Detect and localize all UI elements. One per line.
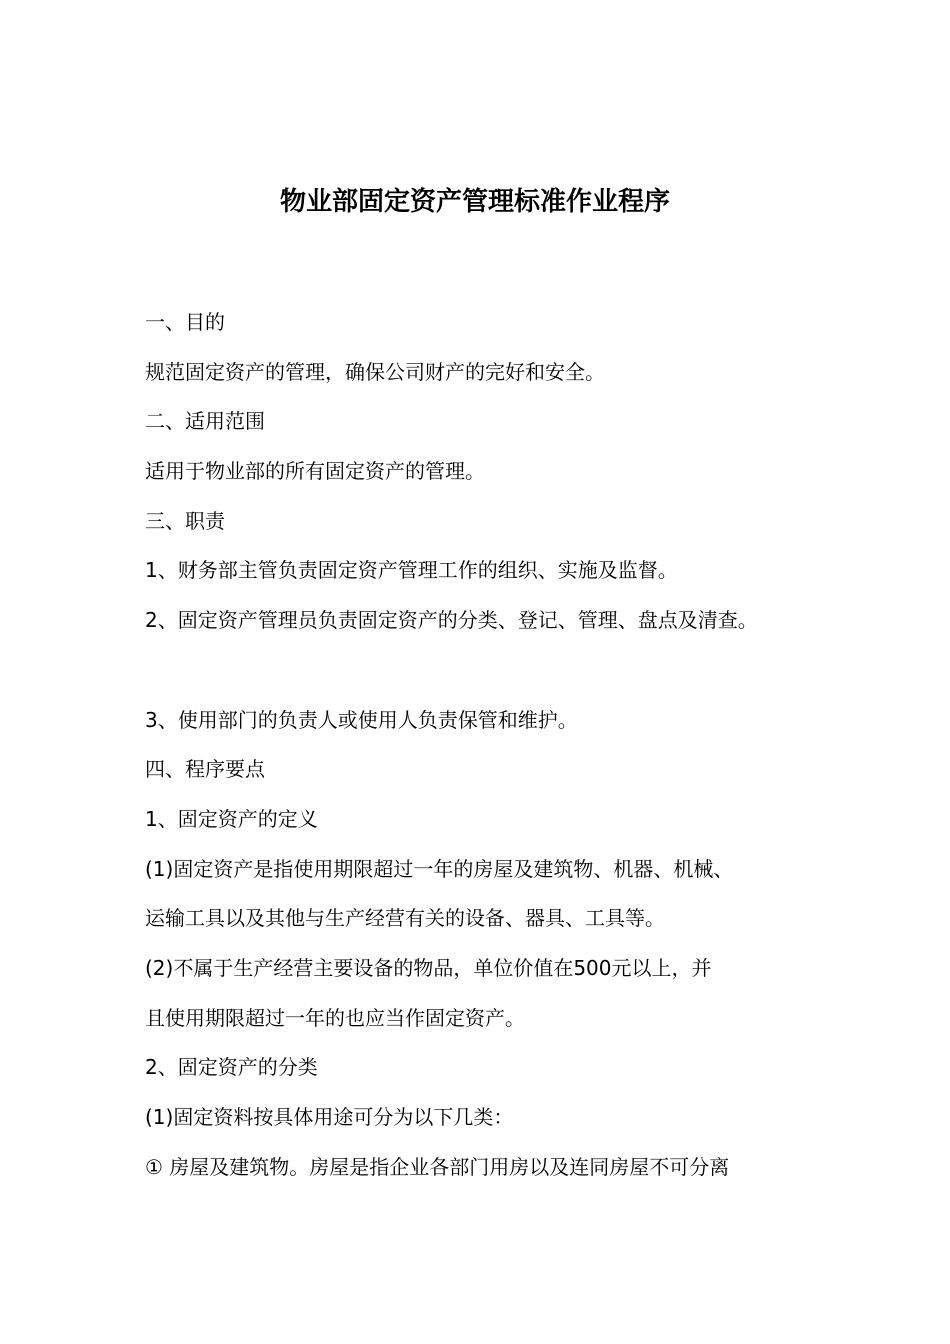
paragraph-purpose: 规范固定资产的管理，确保公司财产的完好和安全。 (145, 359, 605, 384)
list-item-responsibility-2: 2、固定资产管理员负责固定资产的分类、登记、管理、盘点及清查。 (145, 608, 758, 633)
paragraph-definition-1a: (1)固定资产是指使用期限超过一年的房屋及建筑物、机器、机械、 (145, 856, 734, 881)
subheading-definition: 1、固定资产的定义 (145, 806, 318, 831)
section-heading-scope: 二、适用范围 (145, 409, 265, 434)
list-item-responsibility-1: 1、财务部主管负责固定资产管理工作的组织、实施及监督。 (145, 558, 678, 583)
subheading-classification: 2、固定资产的分类 (145, 1055, 318, 1080)
paragraph-definition-2b: 且使用期限超过一年的也应当作固定资产。 (145, 1005, 525, 1030)
document-body (145, 302, 845, 1196)
paragraph-definition-1b: 运输工具以及其他与生产经营有关的设备、器具、工具等。 (145, 906, 665, 931)
list-item-responsibility-3: 3、使用部门的负责人或使用人负责保管和维护。 (145, 707, 578, 732)
paragraph-classification-item-1: ① 房屋及建筑物。房屋是指企业各部门用房以及连同房屋不可分离 (145, 1154, 730, 1179)
section-heading-purpose: 一、目的 (145, 310, 225, 334)
section-heading-responsibilities: 三、职责 (145, 508, 225, 533)
paragraph-scope: 适用于物业部的所有固定资产的管理。 (145, 459, 485, 484)
paragraph-definition-2a: (2)不属于生产经营主要设备的物品，单位价值在500元以上，并 (145, 955, 712, 980)
paragraph-classification-1: (1)固定资料按具体用途可分为以下几类： (145, 1105, 514, 1130)
document-title: 物业部固定资产管理标准作业程序 (279, 187, 670, 217)
section-heading-procedure: 四、程序要点 (145, 757, 265, 782)
